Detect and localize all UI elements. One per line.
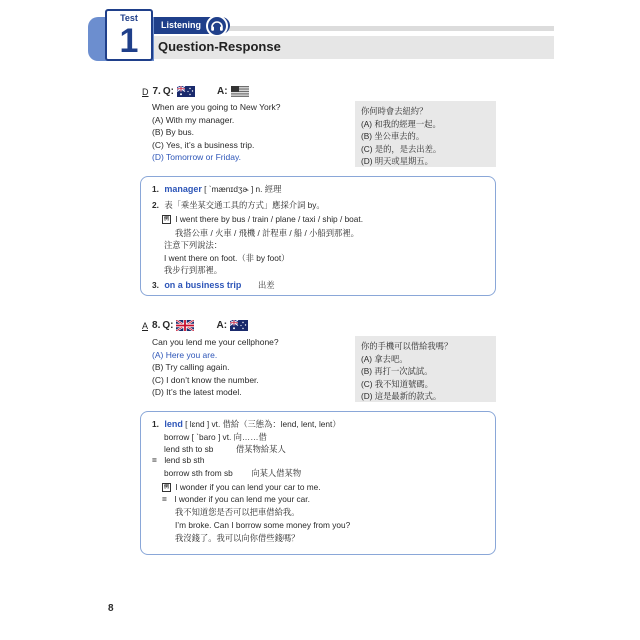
vocab-item-lend <box>152 418 341 430</box>
question-7-header: D 7. Q : A : <box>142 86 249 97</box>
example-sentence-alt <box>162 494 310 504</box>
usa-flag-icon <box>231 86 249 97</box>
equals-mark: = <box>162 494 167 504</box>
example-icon: 例 <box>163 216 169 223</box>
example-translation: 我不知道您是否可以把車借給我。 <box>175 507 300 517</box>
answer-label: A <box>216 320 224 331</box>
vocab-definition: 出差 <box>257 280 275 290</box>
example-translation-2: 我沒錢了。我可以向你借些錢嗎？ <box>175 533 300 543</box>
example-english: I wonder if you can lend your car to me. <box>175 482 321 492</box>
example-english-2: I went there on foot.（非 by foot） <box>164 253 290 263</box>
vocab-definition: [ lɛnd ] vt. 借給（三態為：lend, lent, lent） <box>182 419 341 429</box>
translation-d: (D) 明天或星期五。 <box>361 156 433 167</box>
translation-a: (A) 和我的經理一起。 <box>361 118 441 129</box>
option-b: (B) Try calling again. <box>152 362 230 372</box>
option-a: (A) With my manager. <box>152 114 235 125</box>
pattern-lend-sb <box>152 455 204 465</box>
vocab-borrow: borrow [ ˋbaro ] vt. 向……借 <box>164 432 267 442</box>
vocab-word: on a business trip <box>164 280 242 290</box>
vocab-definition: [ ˋmænɪdʒɚ ] n. 經理 <box>201 184 282 194</box>
answer-label: A <box>216 86 225 97</box>
question-label: Q <box>162 86 171 97</box>
example-english-2: I’m broke. Can I borrow some money from you? <box>175 520 351 530</box>
pattern-english: borrow sth from sb <box>164 468 233 478</box>
example-icon: 例 <box>163 484 169 491</box>
translation-c: (C) 是的，是去出差。 <box>361 143 442 154</box>
example-sentence <box>162 482 321 492</box>
translation-b: (B) 坐公車去的。 <box>361 131 425 142</box>
section-badge: Listening <box>154 17 230 34</box>
question-8-header: A 8. Q : A : <box>142 320 248 331</box>
test-number-box <box>105 9 153 61</box>
note-label: 注意下列說法： <box>164 240 223 250</box>
vocab-item-manager <box>152 183 281 195</box>
vocab-item-by <box>152 199 325 211</box>
answer-key: A <box>142 320 149 331</box>
example-english: I wonder if you can lend me your car. <box>174 494 310 504</box>
question-7-body <box>152 101 281 164</box>
pattern-english: lend sth to sb <box>164 444 214 454</box>
translation-d: (D) 這是最新的款式。 <box>361 391 442 402</box>
uk-flag-icon <box>176 320 194 331</box>
example-translation-2: 我步行到那裡。 <box>164 265 223 275</box>
australia-flag-icon <box>230 320 248 331</box>
question-8-body <box>152 336 279 399</box>
answer-key: D <box>142 86 149 97</box>
question-number: 7. <box>152 86 161 97</box>
vocab-number: 2. <box>152 200 159 210</box>
vocab-item-business-trip <box>152 279 275 291</box>
translation-c: (C) 我不知道號碼。 <box>361 378 433 389</box>
option-b: (B) By bus. <box>152 127 195 137</box>
example-english: I went there by bus / train / plane / taxi / ship / boat. <box>175 214 364 224</box>
pattern-lend-to <box>164 443 286 455</box>
pattern-borrow-from <box>164 467 301 479</box>
translation-question: 你何時會去紐約？ <box>361 106 428 116</box>
vocab-number: 3. <box>152 280 159 290</box>
option-d-correct: (D) Tomorrow or Friday. <box>152 152 241 162</box>
option-c: (C) I don’t know the number. <box>152 374 259 385</box>
translation-b: (B) 再打一次試試。 <box>361 366 433 377</box>
translation-a: (A) 拿去吧。 <box>361 353 408 364</box>
pattern-english: lend sb sth <box>164 455 205 465</box>
vocab-word: lend <box>164 419 183 429</box>
vocab-word: manager <box>164 184 202 194</box>
test-number: 1 <box>119 22 139 60</box>
option-a-correct: (A) Here you are. <box>152 349 218 360</box>
page-title: Question-Response <box>158 39 281 54</box>
translation-panel-8 <box>355 336 496 402</box>
question-label: Q <box>162 320 171 331</box>
vocab-number: 1. <box>152 184 159 194</box>
question-text: When are you going to New York? <box>152 102 281 112</box>
page-number: 8 <box>108 603 114 614</box>
example-translation: 我搭公車 / 火車 / 飛機 / 計程車 / 船 / 小船到那裡。 <box>175 228 359 238</box>
translation-panel-7 <box>355 101 496 167</box>
vocab-explanation: 表「乘坐某交通工具的方式」應採介詞 by。 <box>164 200 325 210</box>
australia-flag-icon <box>177 86 195 97</box>
equals-mark: = <box>152 455 157 465</box>
pattern-chinese: 向某人借某物 <box>251 468 302 478</box>
vocab-number: 1. <box>152 419 159 429</box>
test-word: Test <box>120 13 138 23</box>
pattern-chinese: 借某物給某人 <box>235 444 286 454</box>
example-sentence <box>162 214 363 224</box>
question-text: Can you lend me your cellphone? <box>152 337 279 347</box>
translation-question: 你的手機可以借給我嗎？ <box>361 341 453 351</box>
question-number: 8. <box>152 320 161 331</box>
option-d: (D) It’s the latest model. <box>152 387 242 397</box>
option-c: (C) Yes, it’s a business trip. <box>152 139 255 150</box>
headphones-icon <box>206 15 228 37</box>
